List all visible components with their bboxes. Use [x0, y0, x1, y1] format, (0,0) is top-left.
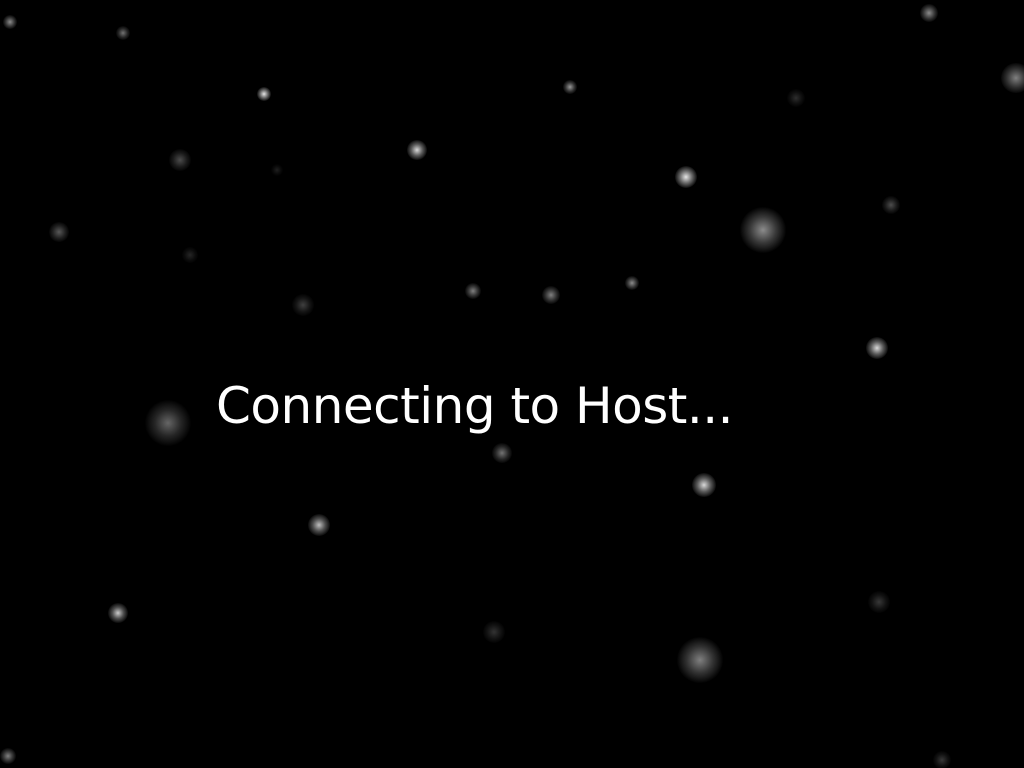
snow-particle: [308, 514, 330, 536]
snow-particle: [465, 283, 481, 299]
snow-particle: [542, 286, 560, 304]
snow-particle: [920, 4, 938, 22]
snow-particle: [675, 166, 697, 188]
snow-particle: [866, 337, 888, 359]
snow-particle: [257, 87, 271, 101]
snow-particle: [49, 222, 69, 242]
snow-particle: [0, 748, 16, 764]
snow-particle: [1001, 63, 1024, 93]
snow-particle: [145, 400, 191, 446]
snow-particle: [108, 603, 128, 623]
snow-particle: [692, 473, 716, 497]
snow-particle: [933, 751, 951, 768]
snow-particle: [563, 80, 577, 94]
connection-status-text: Connecting to Host...: [216, 377, 734, 435]
snow-particle: [483, 621, 505, 643]
snow-particle: [882, 196, 900, 214]
snow-particle: [868, 591, 890, 613]
snow-particle: [787, 89, 805, 107]
snow-particle: [169, 149, 191, 171]
snow-particle: [116, 26, 130, 40]
snow-particle: [492, 443, 512, 463]
snow-particle: [677, 637, 723, 683]
snow-particle: [407, 140, 427, 160]
snow-particle: [3, 15, 17, 29]
snow-particle: [292, 294, 314, 316]
snow-particle: [625, 276, 639, 290]
snow-particle: [271, 164, 283, 176]
snow-particle: [740, 207, 786, 253]
snow-particle: [182, 247, 198, 263]
